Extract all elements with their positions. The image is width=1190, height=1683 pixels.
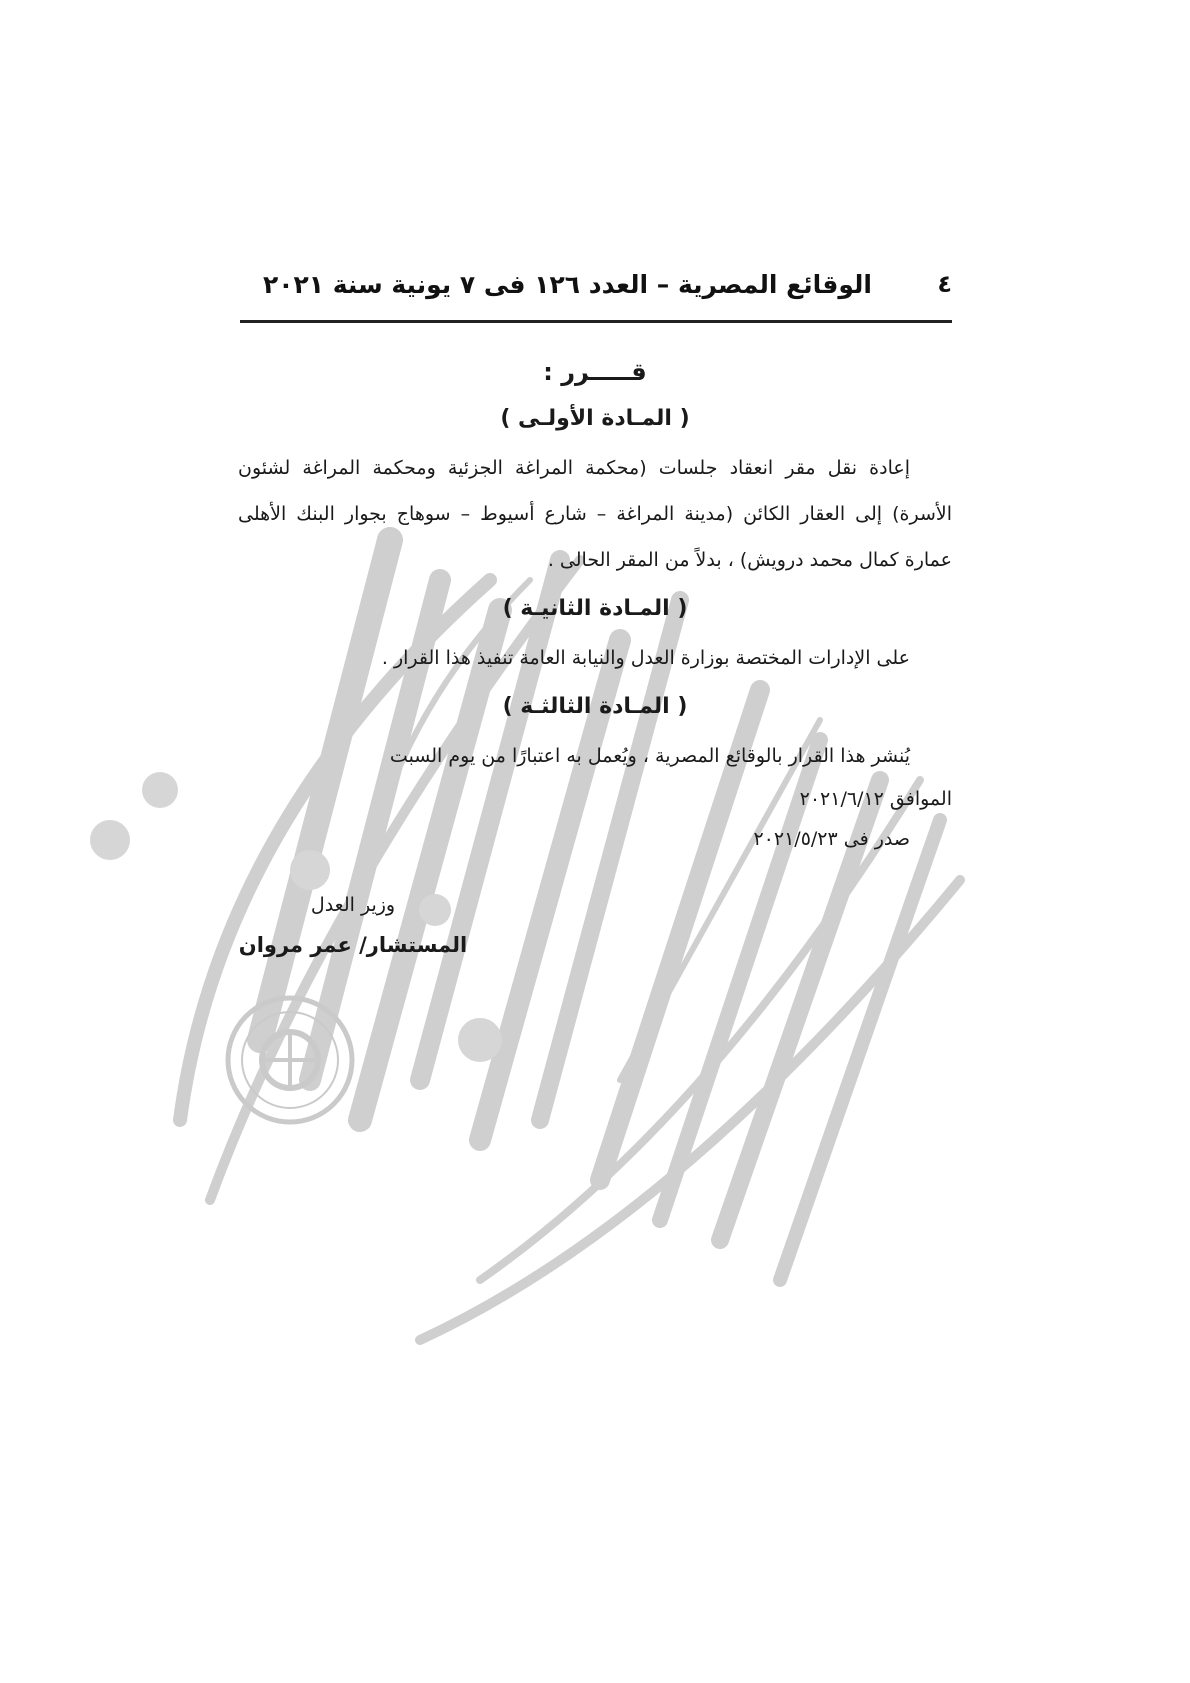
header-rule [240,320,952,323]
signature-title: وزير العدل [310,894,396,916]
article-1-text: إعادة نقل مقر انعقاد جلسات (محكمة المراغة الجزئية ومحكمة المراغة لشئون الأسرة) إلى العقار الكائن (مدينة المراغة – شارع أسيوط – سوهاج بجوار البنك الأهلى عمارة كمال محمد درويش) ، بدلاً من المقر الحالى . [238,457,952,571]
article-2-text: على الإدارات المختصة بوزارة العدل والنيابة العامة تنفيذ هذا القرار . [381,647,910,669]
document-body [238,355,952,865]
article-1-heading: ( المـادة الأولـى ) [500,406,690,431]
signature-name: المستشار/ عمر مروان [238,933,468,957]
issued-date: صدر فى ٢٠٢١/٥/٢٣ [753,828,910,850]
page-header [240,270,952,320]
running-title: الوقائع المصرية – العدد ١٢٦ فى ٧ يونية سنة ٢٠٢١ [262,270,872,299]
article-3-text: يُنشر هذا القرار بالوقائع المصرية ، ويُعمل به اعتبارًا من يوم السبت [389,745,910,767]
page-number: ٤ [937,270,952,298]
article-2-heading: ( المـادة الثانيـة ) [502,596,688,621]
decree-heading: قـــــرر : [543,358,647,386]
article-3-text-line2: الموافق ٢٠٢١/٦/١٢ [799,788,952,810]
signature-block [238,885,468,965]
article-3-heading: ( المـادة الثالثـة ) [502,694,688,719]
